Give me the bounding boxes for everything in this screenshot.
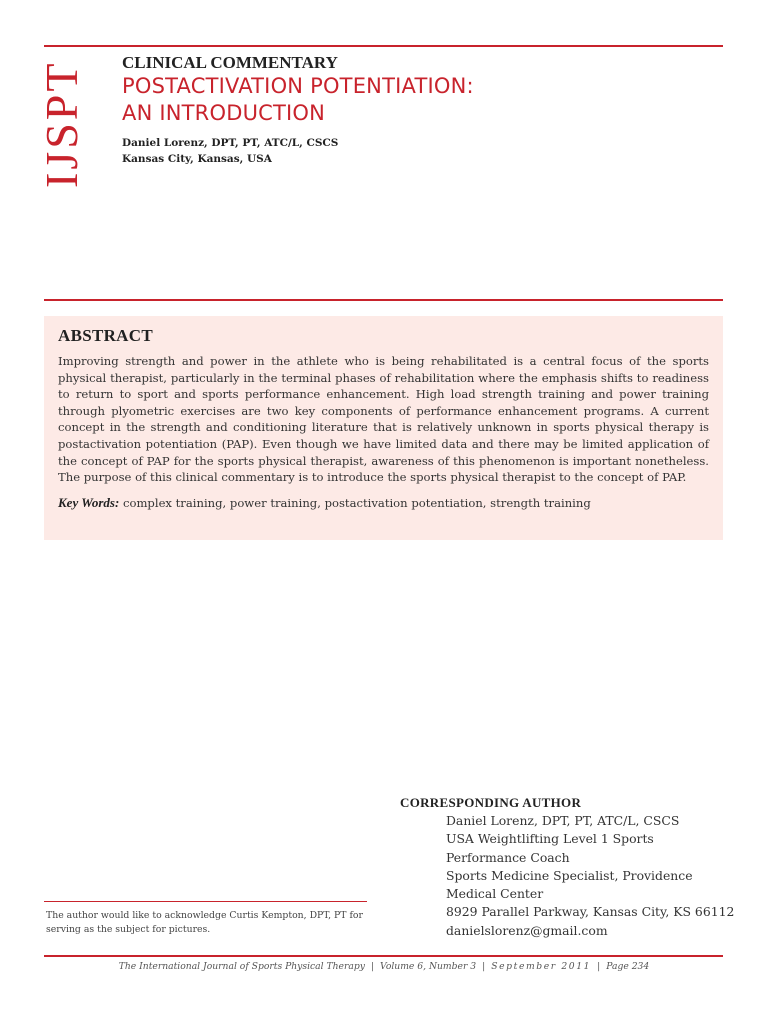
header-divider bbox=[44, 299, 723, 301]
corresponding-author-email[interactable]: danielslorenz@gmail.com bbox=[446, 922, 608, 938]
corresponding-author-line: Daniel Lorenz, DPT, PT, ATC/L, CSCS bbox=[446, 813, 680, 828]
abstract-box bbox=[44, 316, 723, 540]
footer-page: Page 234 bbox=[606, 961, 650, 972]
footnote-divider bbox=[44, 901, 367, 902]
footer-separator: | bbox=[597, 961, 601, 972]
author-name: Daniel Lorenz, DPT, PT, ATC/L, CSCS bbox=[122, 137, 339, 149]
journal-logo: IJSPT bbox=[36, 60, 87, 188]
footer-journal: The International Journal of Sports Physical Therapy bbox=[118, 961, 365, 972]
keywords bbox=[58, 495, 709, 511]
section-label: CLINICAL COMMENTARY bbox=[122, 53, 338, 72]
page-footer bbox=[0, 961, 768, 972]
abstract-heading: ABSTRACT bbox=[58, 326, 153, 345]
article-title bbox=[122, 73, 474, 127]
footer-separator: | bbox=[482, 961, 486, 972]
footer-date: September 2011 bbox=[491, 961, 592, 972]
footer-divider bbox=[44, 955, 723, 957]
acknowledgement-note: The author would like to acknowledge Curtis Kempton, DPT, PT for serving as the subject for pictures. bbox=[46, 910, 363, 935]
footer-volume: Volume 6, Number 3 bbox=[380, 961, 477, 972]
corresponding-author-line: USA Weightlifting Level 1 Sports bbox=[446, 831, 654, 847]
corresponding-author-line: Performance Coach bbox=[446, 849, 570, 865]
keywords-list: complex training, power training, postactivation potentiation, strength training bbox=[122, 495, 591, 510]
top-divider bbox=[44, 45, 723, 47]
corresponding-author-line: Medical Center bbox=[446, 886, 544, 902]
corresponding-author-line: 8929 Parallel Parkway, Kansas City, KS 66112 bbox=[446, 904, 735, 920]
abstract-text: Improving strength and power in the athlete who is being rehabilitated is a central focus of the sports physical therapist, particularly in the terminal phases of rehabilitation where the emphasis shifts to readiness to return to sport and sports performance enhancement. High load strength training and power training through plyometric exercises are two key components of performance enhancement programs. A current concept in the strength and conditioning literature that is relatively unknown in sports physical therapy is postactivation potentiation (PAP). Even though we have limited data and there may be limited application of the concept of PAP for the sports physical therapist, awareness of this phenomenon is important nonetheless. The purpose of this clinical commentary is to introduce the sports physical therapist to the concept of PAP. bbox=[58, 354, 709, 485]
corresponding-author-heading: CORRESPONDING AUTHOR bbox=[400, 795, 582, 810]
author-location: Kansas City, Kansas, USA bbox=[122, 153, 272, 165]
keywords-label: Key Words: bbox=[58, 494, 120, 510]
article-title-line-2: AN INTRODUCTION bbox=[122, 101, 326, 125]
article-title-line-1: POSTACTIVATION POTENTIATION: bbox=[122, 74, 474, 98]
corresponding-author-details bbox=[446, 812, 746, 940]
footer-separator: | bbox=[370, 961, 375, 972]
corresponding-author-line: Sports Medicine Specialist, Providence bbox=[446, 867, 693, 883]
